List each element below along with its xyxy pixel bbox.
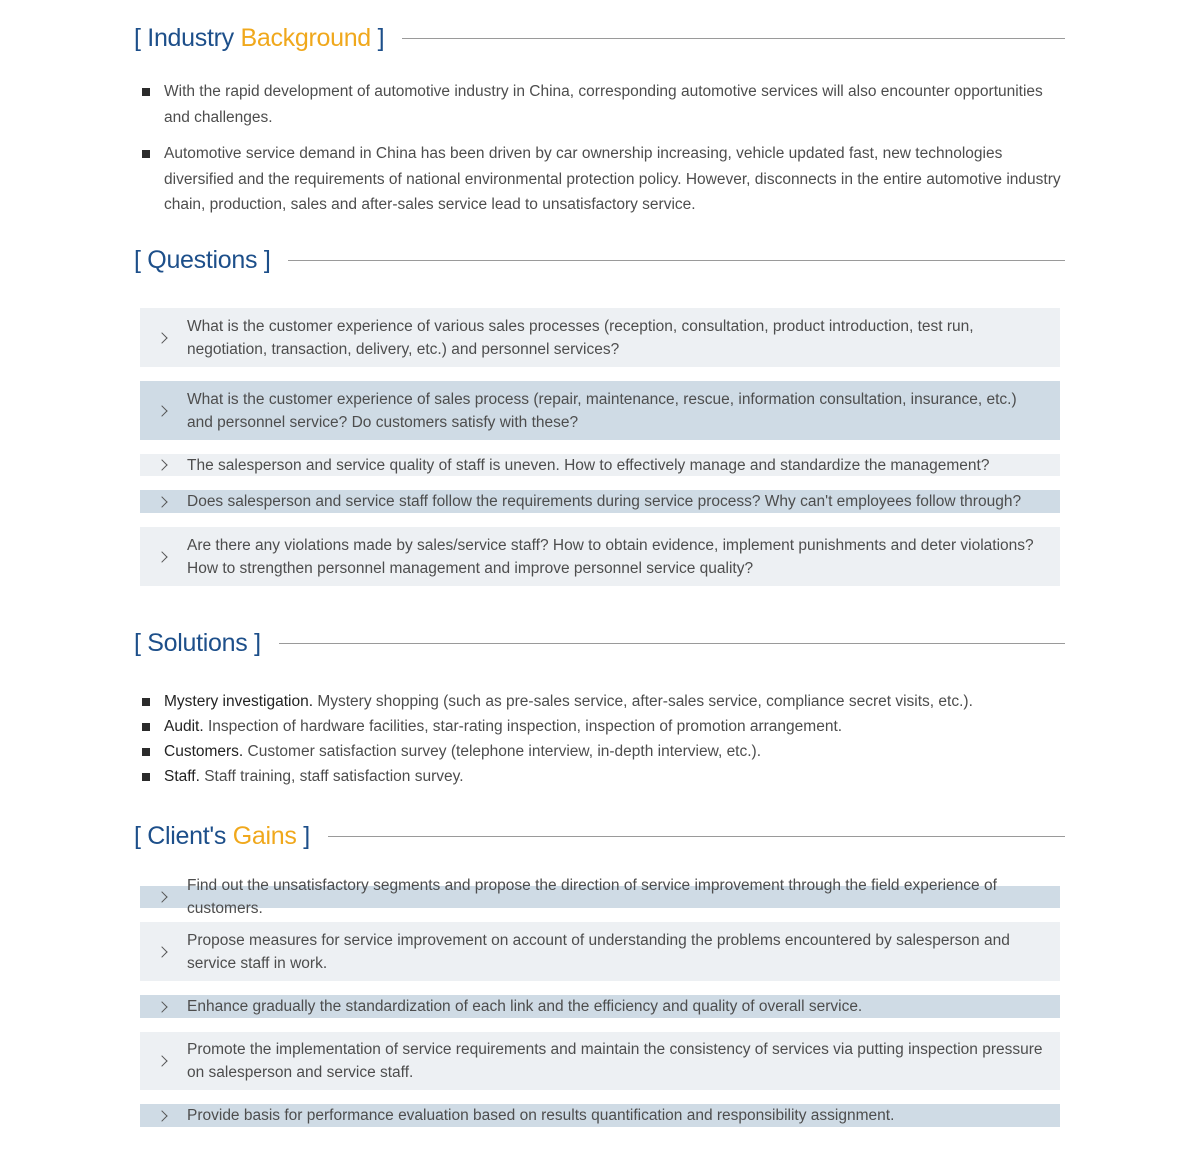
question-item: Does salesperson and service staff follow the requirements during service process? Why can't employees follow through? (140, 490, 1060, 513)
gain-item: Promote the implementation of service requirements and maintain the consistency of services via putting inspection pressure on salesperson and service staff. (140, 1032, 1060, 1090)
chevron-right-icon (156, 1001, 167, 1012)
chevron-right-icon (156, 1055, 167, 1066)
bullet-square-icon (142, 773, 150, 781)
question-item: What is the customer experience of various sales processes (reception, consultation, product introduction, test run, negotiation, transaction, delivery, etc.) and personnel services? (140, 308, 1060, 367)
question-item: The salesperson and service quality of staff is uneven. How to effectively manage and standardize the management? (140, 454, 1060, 476)
chevron-right-icon (156, 551, 167, 562)
chevron-right-icon (156, 496, 167, 507)
section-title: [ Client's Gains ] (134, 821, 310, 850)
bullet-square-icon (142, 698, 150, 706)
bullet-square-icon (142, 88, 150, 96)
chevron-right-icon (156, 1110, 167, 1121)
section-divider (288, 260, 1065, 261)
question-item: Are there any violations made by sales/service staff? How to obtain evidence, implement punishments and deter violations? How to strengthen personnel management and improve personnel service quality? (140, 527, 1060, 586)
section-divider (279, 643, 1065, 644)
list-item: Audit. Inspection of hardware facilities, star-rating inspection, inspection of promotion arrangement. (140, 714, 1065, 739)
chevron-right-icon (156, 332, 167, 343)
list-item: Customers. Customer satisfaction survey (telephone interview, in-depth interview, etc.). (140, 739, 1065, 764)
gain-item: Find out the unsatisfactory segments and propose the direction of service improvement through the field experience of customers. (140, 886, 1060, 908)
gain-item: Provide basis for performance evaluation based on results quantification and responsibility assignment. (140, 1104, 1060, 1127)
bullet-square-icon (142, 723, 150, 731)
section-title: [ Solutions ] (134, 628, 261, 657)
bullet-square-icon (142, 748, 150, 756)
gain-item: Propose measures for service improvement on account of understanding the problems encountered by salesperson and service staff in work. (140, 922, 1060, 981)
bullet-square-icon (142, 150, 150, 158)
chevron-right-icon (156, 405, 167, 416)
list-item: Staff. Staff training, staff satisfaction survey. (140, 764, 1065, 789)
list-item: With the rapid development of automotive industry in China, corresponding automotive services will also encounter opportunities and challenges. (140, 79, 1065, 130)
questions-heading (134, 240, 1065, 280)
gain-item: Enhance gradually the standardization of each link and the efficiency and quality of overall service. (140, 995, 1060, 1018)
chevron-right-icon (156, 946, 167, 957)
industry-background-list (140, 79, 1065, 229)
section-divider (402, 38, 1065, 39)
section-title: [ Questions ] (134, 245, 271, 274)
solutions-list (140, 689, 1065, 789)
section-divider (328, 836, 1065, 837)
chevron-right-icon (156, 459, 167, 470)
clients-gains-heading (134, 816, 1065, 856)
list-item: Mystery investigation. Mystery shopping (such as pre-sales service, after-sales service, compliance secret visits, etc.). (140, 689, 1065, 714)
list-item: Automotive service demand in China has been driven by car ownership increasing, vehicle updated fast, new technologies diversified and the requirements of national environmental protection policy. However, disconnects in the entire automotive industry chain, production, sales and after-sales service lead to unsatisfactory service. (140, 141, 1065, 218)
chevron-right-icon (156, 891, 167, 902)
solutions-heading (134, 623, 1065, 663)
section-title: [ Industry Background ] (134, 23, 385, 52)
industry-background-heading (134, 18, 1065, 58)
question-item: What is the customer experience of sales process (repair, maintenance, rescue, information consultation, insurance, etc.) and personnel service? Do customers satisfy with these? (140, 381, 1060, 440)
